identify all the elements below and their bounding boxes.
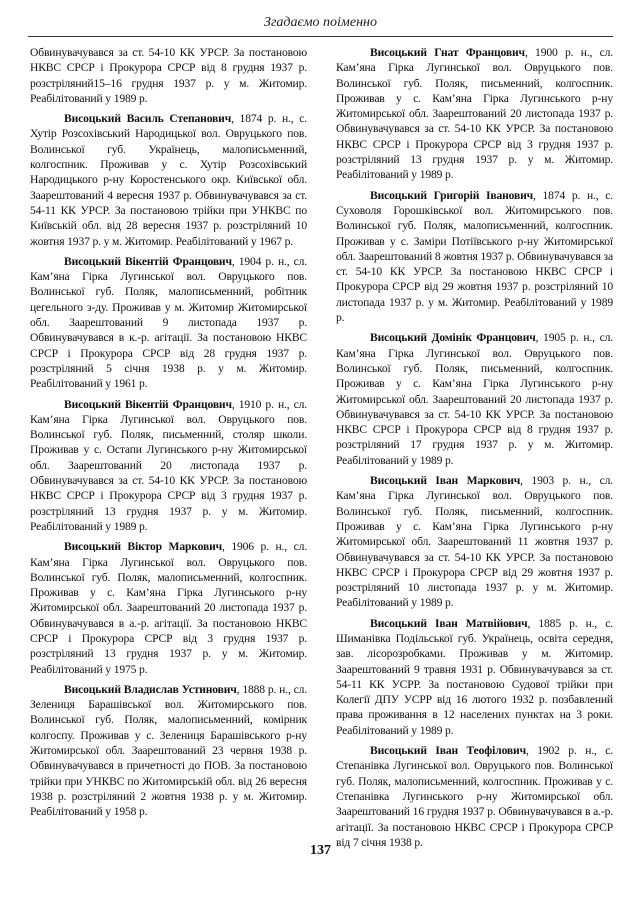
entry (30, 254, 307, 392)
entry-text: , 1900 р. н., сл. Кам’яна Гірка Лугинської вол. Овруцького пов. Волинської губ. Поляк, письменний, колгоспник. Проживав у с. Кам’яна Гірка Лугинського р-ну Житомирської обл. Заарештований 20 листопада 1937 р. Обвинувачувався за ст. 54-10 КК УРСР. За постановою НКВС СРСР і Прокурора СРСР від 3 грудня 1937 р. розстріляний 13 грудня 1937 р. у м. Житомир. Реабілітований у 1989 р. (336, 46, 613, 182)
entry-name: Висоцький Домінік Францович (370, 331, 536, 345)
entry-text: , 1874 р. н., с. Хутір Розсохівський Народицької вол. Овруцького пов. Волинської губ. Українець, малописьменний, колгоспник. Проживав у с. Хутір Розсохівський Народицького р-ну Коростенського окр. Київської обл. Заарештований 4 вересня 1937 р. Обвинувачувався за ст. 54-11 КК УРСР. За постановою трійки при УНКВС по Київській обл. від 28 вересня 1937 р. розстріляний 10 жовтня 1937 р. у м. Житомир. Реабілітований у 1967 р. (30, 112, 307, 248)
entry (336, 330, 613, 468)
entry-name: Висоцький Владислав Устинович (64, 682, 237, 696)
entry-continuation (30, 45, 307, 106)
entry-name: Висоцький Іван Теофілович (370, 744, 526, 758)
entry (336, 188, 613, 326)
entry-text: , 1885 р. н., с. Шиманівка Подільської губ. Українець, освіта середня, зав. лісорозробками. Проживав у м. Житомир. Заарештований 9 травня 1931 р. Обвинувачувався за ст. 54-11 КК УСРР. За постановою Судової трійки при Колегії ДПУ УСРР від 16 лютого 1932 р. позбавлений права проживання в 12 населених пунктах на 3 роки. Реабілітований у 1989 р. (336, 616, 613, 737)
header-rule (28, 36, 613, 37)
entry (336, 616, 613, 738)
entry (30, 682, 307, 820)
entry-text: , 1903 р. н., сл. Кам’яна Гірка Лугинської вол. Овруцького пов. Волинської губ. Поляк, письменний, колгоспник. Проживав у с. Кам’яна Гірка Лугинського р-ну Житомирської обл. Заарештований 11 жовтня 1937 р. Обвинувачувався за ст. 54-10 КК УРСР. За постановою НКВС СРСР і Прокурора СРСР від 29 жовтня 1937 р. розстріляний 10 листопада 1937 р. у м. Житомир. Реабілітований у 1989 р. (336, 474, 613, 610)
entry (30, 397, 307, 535)
entry (336, 473, 613, 611)
entry (30, 111, 307, 249)
entry (336, 743, 613, 850)
entry-text: , 1874 р. н., с. Суховоля Горошківської вол. Житомирського пов. Волинської губ. Поляк, малописьменний, колгоспник. Проживав у с. Заміри Потіївського р-ну Житомирської обл. Заарештований 8 жовтня 1937 р. Обвинувачувався за ст. 54-10 КК УРСР. За постановою НКВС СРСР і Прокурора СРСР від 29 жовтня 1937 р. розстріляний 10 листопада 1937 р. у м. Житомир. Реабілітований у 1989 р. (336, 188, 613, 325)
entry-name: Висоцький Вікентій Францович (64, 254, 232, 268)
right-column (336, 45, 613, 849)
entry-text: Обвинувачувався за ст. 54-10 КК УРСР. За постановою НКВС СРСР і Прокурора СРСР від 8 грудня 1937 р. розстріляний15–16 грудня 1937 р. у м. Житомир. Реабілітований у 1989 р. (30, 46, 307, 105)
entry-name: Висоцький Іван Маркович (370, 474, 521, 488)
page-number: 137 (310, 843, 331, 858)
entry-text: , 1906 р. н., сл. Кам’яна Гірка Лугинської вол. Овруцького пов. Волинської губ. Поляк, малописьменний, колгоспник. Проживав у с. Кам’яна Гірка Лугинського р-ну Житомирської обл. Заарештований 20 листопада 1937 р. Обвинувачувався в а.-р. агітації. За постановою НКВС СРСР і Прокурора СРСР від 3 грудня 1937 р. розстріляний 13 грудня 1937 р. у м. Житомир. Реабілітований у 1975 р. (30, 540, 307, 676)
left-column (30, 45, 307, 835)
entry-name: Висоцький Іван Матвійович (370, 616, 528, 630)
entry-text: , 1910 р. н., сл. Кам’яна Гірка Лугинської вол. Овруцького пов. Волинської губ. Поляк, письменний, столяр школи. Проживав у с. Остапи Лугинського р-ну Житомирської обл. Заарештований 20 листопада 1937 р. Обвинувачувався за ст. 54-10 КК УРСР. За постановою НКВС СРСР і Прокурора СРСР від 3 грудня 1937 р. розстріляний 13 грудня 1937 р. у м. Житомир. Реабілітований у 1989 р. (30, 397, 307, 533)
entry-text: , 1902 р. н., с. Степанівка Лугинської вол. Овруцького пов. Волинської губ. Поляк, малописьменний, колгоспник. Проживав у с. Степанівка Лугинського р-ну Житомирської обл. Заарештований 16 грудня 1937 р. Обвинувачувався в а.-р. агітації. За постановою НКВС СРСР і Прокурора СРСР від 7 січня 1938 р. (336, 744, 613, 849)
entry-name: Висоцький Григорій Іванович (370, 188, 534, 202)
entry-text: , 1888 р. н., сл. Зелениця Барашівської вол. Житомирського пов. Волинської губ. Поляк, малописьменний, комірник колгоспу. Проживав у с. Зелениця Барашівського р-ну Житомирської обл. Заарештований 23 червня 1938 р. Обвинувачувався в причетності до ПОВ. За постановою трійки при УНКВС по Житомирській обл. від 26 вересня 1938 р. розстріляний 2 жовтня 1938 р. у м. Житомир. Реабілітований у 1958 р. (30, 682, 307, 819)
entry (336, 45, 613, 183)
running-header: Згадаємо поіменно (264, 15, 377, 30)
entry-text: , 1904 р. н., сл. Кам’яна Гірка Лугинської вол. Овруцького пов. Волинської губ. Поляк, малописьменний, робітник цегельного з-ду. Проживав у м. Житомир Житомирської обл. Заарештований 9 листопада 1937 р. Обвинувачувався в к.-р. агітації. За постановою НКВС СРСР і Прокурора СРСР від 28 грудня 1937 р. розстріляний 5 січня 1938 р. у м. Житомир. Реабілітований у 1961 р. (30, 254, 307, 391)
entry-name: Висоцький Василь Степанович (64, 112, 232, 126)
entry-name: Висоцький Віктор Маркович (64, 540, 223, 554)
entry-name: Висоцький Гнат Францович (370, 46, 525, 59)
entry (30, 539, 307, 677)
entry-name: Висоцький Вікентій Францович (64, 397, 232, 411)
entry-text: , 1905 р. н., сл. Кам’яна Гірка Лугинської вол. Овруцького пов. Волинської губ. Поляк, письменний, колгоспник. Проживав у с. Кам’яна Гірка Лугинського р-ну Житомирської обл. Заарештований 20 листопада 1937 р. Обвинувачувався за ст. 54-10 КК УРСР. За постановою НКВС СРСР і Прокурора СРСР від 8 грудня 1937 р. розстріляний 17 грудня 1937 р. у м. Житомир. Реабілітований у 1989 р. (336, 331, 613, 467)
